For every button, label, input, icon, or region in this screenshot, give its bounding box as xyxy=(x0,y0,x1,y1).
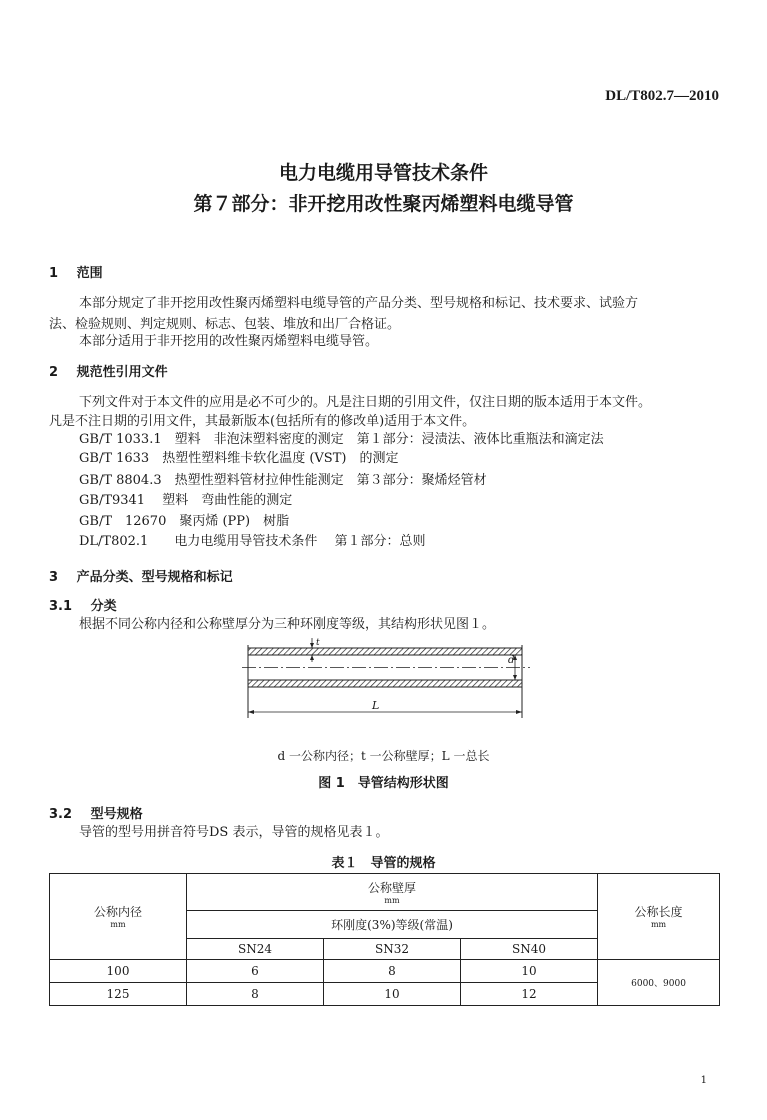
scope-paragraph-line2: 法、检验规则、判定规则、标志、包装、堆放和出厂合格证。 xyxy=(49,317,401,332)
section-number: 3 xyxy=(49,570,59,585)
unit-label: mm xyxy=(650,920,667,929)
subsection-3-1-heading xyxy=(49,595,117,614)
header-length: 公称长度 mm xyxy=(598,874,720,960)
unit-label: mm xyxy=(110,920,126,929)
reference-item: DL/T802.1 电力电缆用导管技术条件 第１部分：总则 xyxy=(79,534,426,549)
grade-header: SN32 xyxy=(324,939,461,960)
section-title: 规范性引用文件 xyxy=(76,365,168,380)
subsection-number: 3.2 xyxy=(49,807,73,822)
table-cell-length: 6000、9000 xyxy=(598,960,720,1006)
figure-label-d: d xyxy=(508,655,515,666)
references-intro-line1: 下列文件对于本文件的应用是必不可少的。凡是注日期的引用文件，仅注日期的版本适用于本文件。 xyxy=(79,395,652,410)
model-text: 导管的型号用拼音符号DS 表示，导管的规格见表１。 xyxy=(79,825,389,840)
standard-number: DL/T802.7—2010 xyxy=(605,88,719,104)
scope-paragraph-line1: 本部分规定了非开挖用改性聚丙烯塑料电缆导管的产品分类、型号规格和标记、技术要求、试验方 xyxy=(79,296,639,311)
document-subtitle: 第７部分：非开挖用改性聚丙烯塑料电缆导管 xyxy=(193,193,574,215)
reference-item: GB/T 1633 热塑性塑料维卡软化温度 (VST) 的测定 xyxy=(79,451,399,466)
figure-caption: 图 1 导管结构形状图 xyxy=(318,776,449,791)
scope-paragraph-applicability: 本部分适用于非开挖用的改性聚丙烯塑料电缆导管。 xyxy=(79,334,379,349)
document-title: 电力电缆用导管技术条件 xyxy=(278,162,488,184)
page-number: 1 xyxy=(700,1075,707,1086)
table-cell: 8 xyxy=(324,960,461,983)
table-caption: 表１ 导管的规格 xyxy=(331,856,436,871)
section-number: 2 xyxy=(49,365,59,380)
table-cell: 10 xyxy=(461,960,598,983)
header-wall-thickness: 公称壁厚 mm xyxy=(187,874,598,911)
subsection-3-2-heading xyxy=(49,803,143,822)
table-cell: 12 xyxy=(461,983,598,1006)
reference-item: GB/T 1033.1 塑料 非泡沫塑料密度的测定 第１部分：浸渍法、液体比重瓶法和滴定法 xyxy=(79,432,604,447)
header-ring-stiffness: 环刚度(3%)等级(常温) xyxy=(187,911,598,939)
reference-item: GB/T9341 塑料 弯曲性能的测定 xyxy=(79,493,293,508)
header-diameter: 公称内径 mm xyxy=(50,874,187,960)
reference-item: GB/T 8804.3 热塑性塑料管材拉伸性能测定 第３部分：聚烯烃管材 xyxy=(79,473,487,488)
subsection-number: 3.1 xyxy=(49,599,73,614)
subsection-title: 分类 xyxy=(90,599,117,614)
table-cell-diameter: 125 xyxy=(50,983,187,1006)
section-2-heading xyxy=(49,361,168,380)
table-cell: 8 xyxy=(187,983,324,1006)
table-cell: 6 xyxy=(187,960,324,983)
table-cell: 10 xyxy=(324,983,461,1006)
section-3-heading xyxy=(49,566,233,585)
section-title: 范围 xyxy=(76,266,103,281)
figure-legend: d 一公称内径；t 一公称壁厚；L 一总长 xyxy=(277,749,490,763)
unit-label: mm xyxy=(384,895,400,905)
conduit-spec-table xyxy=(49,873,720,1006)
references-intro-line2: 凡是不注日期的引用文件，其最新版本(包括所有的修改单)适用于本文件。 xyxy=(49,414,476,429)
section-title: 产品分类、型号规格和标记 xyxy=(76,570,233,585)
figure-label-L: L xyxy=(372,699,380,712)
table-cell-diameter: 100 xyxy=(50,960,187,983)
subsection-title: 型号规格 xyxy=(90,807,143,822)
classification-text: 根据不同公称内径和公称壁厚分为三种环刚度等级，其结构形状见图１。 xyxy=(79,617,496,632)
reference-item: GB/T 12670 聚丙烯 (PP) 树脂 xyxy=(79,514,290,529)
grade-header: SN40 xyxy=(461,939,598,960)
figure-label-t: t xyxy=(316,638,320,648)
section-1-heading xyxy=(49,262,103,281)
conduit-structure-figure xyxy=(240,630,540,725)
grade-header: SN24 xyxy=(187,939,324,960)
section-number: 1 xyxy=(49,266,59,281)
